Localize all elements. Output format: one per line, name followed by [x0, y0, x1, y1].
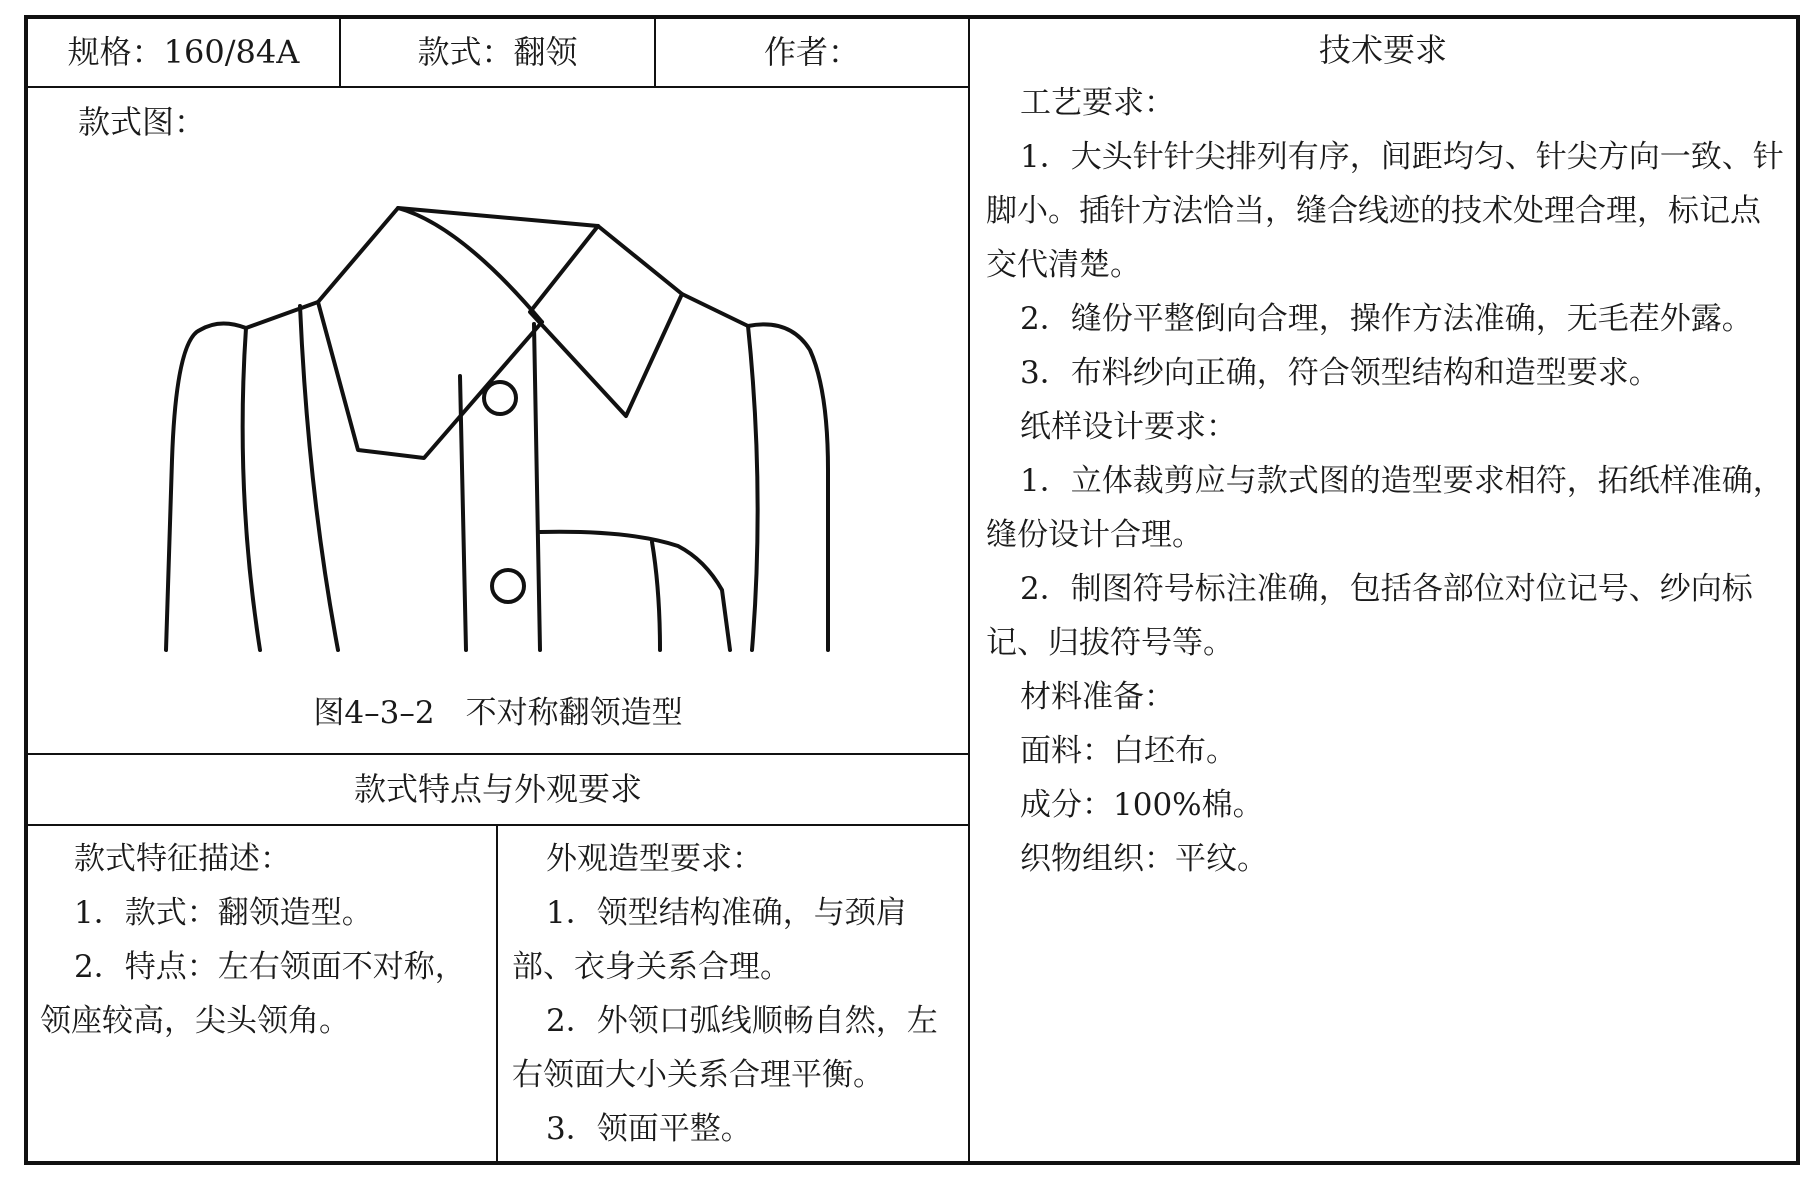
craft-item: 2．缝份平整倒向合理，操作方法准确，无毛茬外露。: [1020, 301, 1753, 337]
pattern-title: 纸样设计要求：: [1020, 409, 1237, 445]
divider-figure-bottom: [24, 753, 968, 755]
spec-size: 规格：160/84A: [67, 33, 300, 71]
divider-header: [24, 86, 968, 88]
divider-left-right: [968, 15, 970, 1165]
craft-item: 1．大头针针尖排列有序，间距均匀、针尖方向一致、针脚小。插针方法恰当，缝合线迹的技术处理合理，标记点交代清楚。: [986, 139, 1784, 283]
description-title: 款式特征描述：: [74, 841, 291, 877]
figure-label: 款式图：: [78, 103, 207, 141]
left-collar-leaf: [318, 302, 542, 458]
tech-requirements-title: 技术要求: [1318, 31, 1447, 69]
button-upper: [484, 382, 516, 414]
yoke-line: [540, 532, 730, 650]
description-item: 2．特点：左右领面不对称，领座较高，尖头领角。: [40, 949, 466, 1039]
description-item: 1．款式：翻领造型。: [74, 895, 373, 931]
right-armhole: [748, 326, 758, 650]
pattern-item: 2．制图符号标注准确，包括各部位对位记号、纱向标记、归拔符号等。: [986, 571, 1753, 661]
craft-item: 3．布料纱向正确，符合领型结构和造型要求。: [1020, 355, 1660, 391]
collar-center: [398, 208, 542, 322]
left-shoulder: [246, 302, 318, 328]
style-description: [40, 832, 488, 1048]
button-lower: [492, 570, 524, 602]
appearance-requirements: [512, 832, 960, 1156]
appearance-item: 2．外领口弧线顺畅自然，左右领面大小关系合理平衡。: [512, 1003, 938, 1093]
appearance-item: 3．领面平整。: [546, 1111, 752, 1147]
material-item: 织物组织：平纹。: [1020, 841, 1268, 877]
figure-caption: 图4–3–2 不对称翻领造型: [313, 695, 683, 731]
left-sleeve: [166, 323, 246, 650]
left-collar-stand: [318, 208, 598, 302]
yoke-inner: [652, 542, 660, 650]
appearance-title: 外观造型要求：: [546, 841, 763, 877]
collar-illustration: [160, 190, 840, 660]
appearance-item: 1．领型结构准确，与颈肩部、衣身关系合理。: [512, 895, 907, 985]
divider-features-columns: [496, 824, 498, 1165]
right-collar-leaf: [530, 226, 682, 416]
author-label: 作者：: [763, 33, 860, 71]
placket-left: [460, 376, 466, 650]
tech-requirements-body: [986, 76, 1786, 886]
material-item: 面料：白坯布。: [1020, 733, 1237, 769]
left-armhole: [243, 328, 260, 650]
placket-right: [534, 324, 540, 650]
craft-title: 工艺要求：: [1020, 85, 1175, 121]
right-sleeve: [748, 324, 828, 650]
right-shoulder: [682, 294, 748, 326]
material-item: 成分：100%棉。: [1020, 787, 1264, 823]
material-title: 材料准备：: [1020, 679, 1175, 715]
features-title: 款式特点与外观要求: [353, 770, 642, 808]
pattern-item: 1．立体裁剪应与款式图的造型要求相符，拓纸样准确，缝份设计合理。: [986, 463, 1784, 553]
style-name: 款式：翻领: [417, 33, 578, 71]
